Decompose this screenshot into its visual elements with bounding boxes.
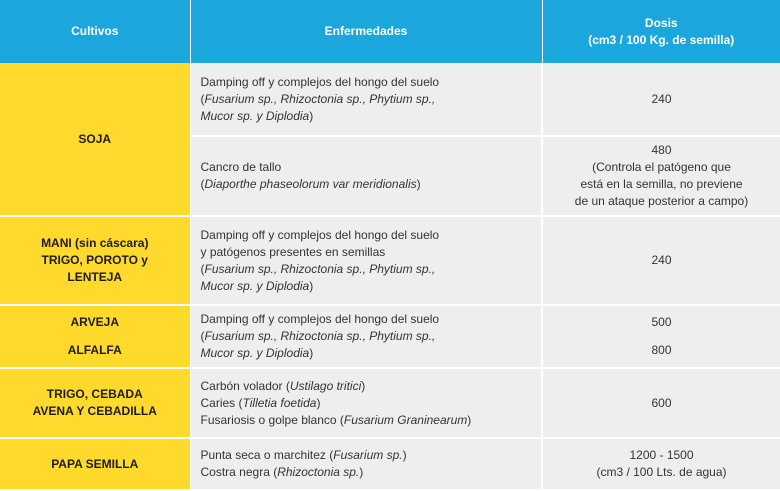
disease-line — [201, 108, 532, 125]
dose-note: (cm3 / 100 Lts. de agua) — [596, 465, 727, 479]
disease-line — [201, 91, 532, 108]
dose-note: (Controla el patógeno que — [592, 160, 731, 174]
paren: ) — [416, 177, 421, 191]
disease-cell — [190, 368, 542, 438]
paren: ) — [309, 278, 314, 293]
pathogen-name: Mucor sp. y Diplodia — [200, 108, 310, 123]
disease-text: Carbón volador ( — [200, 378, 290, 393]
paren: ) — [316, 395, 321, 410]
crop-line: MANI (sin cáscara) — [41, 236, 149, 250]
disease-line — [201, 176, 532, 193]
dose-value: 500 — [651, 315, 672, 329]
crop-line: ARVEJA — [70, 315, 119, 329]
dose-value: 800 — [651, 343, 672, 357]
disease-line — [201, 412, 532, 429]
pathogen-name: Diaporthe phaseolorum var meridionalis — [204, 177, 417, 191]
crop-line: ALFALFA — [67, 343, 122, 357]
pathogen-name: Tilletia foetida — [242, 395, 317, 410]
paren: ) — [309, 346, 314, 360]
header-dose-title: Dosis — [644, 15, 678, 30]
dose-cell: 600 — [542, 368, 780, 438]
disease-line: Damping off y complejos del hongo del suelo — [200, 312, 440, 326]
pathogen-name: Fusarium sp., Rhizoctonia sp., Phytium sp., — [204, 91, 436, 106]
crop-cell-mani — [0, 216, 190, 305]
crop-line: TRIGO, POROTO y — [41, 253, 148, 267]
paren: ) — [467, 412, 472, 427]
dose-cell: 240 — [542, 216, 780, 305]
paren: ( — [200, 261, 205, 276]
disease-line — [201, 278, 532, 295]
crop-line: TRIGO, CEBADA — [46, 387, 143, 401]
dose-note: de un ataque posterior a campo) — [574, 194, 749, 208]
crop-cell-soja: SOJA — [0, 63, 190, 216]
pathogen-name: Mucor sp. y Diplodia — [200, 346, 310, 360]
disease-cell — [190, 136, 542, 216]
disease-line: Cancro de tallo — [200, 160, 282, 174]
header-row — [0, 0, 780, 63]
disease-line — [201, 261, 532, 278]
paren: ) — [402, 448, 407, 462]
header-crops: Cultivos — [0, 0, 190, 63]
disease-text: Fusariosis o golpe blanco ( — [200, 412, 344, 427]
dose-cell: 240 — [542, 63, 780, 136]
table-row — [0, 305, 780, 368]
dose-cell — [542, 305, 780, 368]
paren: ( — [200, 329, 205, 343]
pathogen-name: Fusarium sp., Rhizoctonia sp., Phytium sp., — [204, 329, 436, 343]
disease-text: Punta seca o marchitez ( — [200, 448, 334, 462]
disease-line — [201, 395, 532, 412]
disease-text: Costra negra ( — [200, 465, 278, 479]
pathogen-name: Fusarium sp. — [333, 448, 403, 462]
dose-value: 480 — [651, 143, 672, 157]
crop-line: AVENA Y CEBADILLA — [32, 404, 157, 418]
disease-line — [201, 464, 532, 481]
table-row — [0, 438, 780, 490]
disease-cell — [190, 216, 542, 305]
disease-cell — [190, 63, 542, 136]
header-dose-unit: (cm3 / 100 Kg. de semilla) — [588, 32, 735, 47]
pathogen-name: Rhizoctonia sp. — [277, 465, 360, 479]
dose-cell — [542, 438, 780, 490]
disease-line: y patógenos presentes en semillas — [200, 244, 386, 259]
disease-line — [201, 345, 532, 362]
disease-line — [201, 447, 532, 464]
pathogen-name: Mucor sp. y Diplodia — [200, 278, 310, 293]
pathogen-name: Fusarium Graninearum — [343, 412, 468, 427]
paren: ) — [361, 378, 366, 393]
table-row — [0, 216, 780, 305]
paren: ) — [309, 108, 314, 123]
crop-cell-papa: PAPA SEMILLA — [0, 438, 190, 490]
dose-note: está en la semilla, no previene — [580, 177, 743, 191]
disease-line: Damping off y complejos del hongo del suelo — [200, 227, 440, 242]
disease-line: Damping off y complejos del hongo del suelo — [200, 74, 440, 89]
paren: ( — [200, 91, 205, 106]
header-diseases: Enfermedades — [190, 0, 542, 63]
dose-cell — [542, 136, 780, 216]
pathogen-name: Ustilago tritici — [289, 378, 362, 393]
header-dose — [542, 0, 780, 63]
disease-line — [201, 328, 532, 345]
disease-cell — [190, 305, 542, 368]
disease-line — [201, 378, 532, 395]
crop-cell-trigo-cebada — [0, 368, 190, 438]
pathogen-name: Fusarium sp., Rhizoctonia sp., Phytium sp., — [204, 261, 436, 276]
dose-value: 1200 - 1500 — [629, 448, 694, 462]
crop-line: LENTEJA — [67, 270, 123, 284]
paren: ) — [359, 465, 364, 479]
disease-text: Caries ( — [200, 395, 243, 410]
crop-cell-arveja-alfalfa — [0, 305, 190, 368]
disease-cell — [190, 438, 542, 490]
table-row — [0, 63, 780, 136]
paren: ( — [200, 177, 205, 191]
table-row — [0, 368, 780, 438]
